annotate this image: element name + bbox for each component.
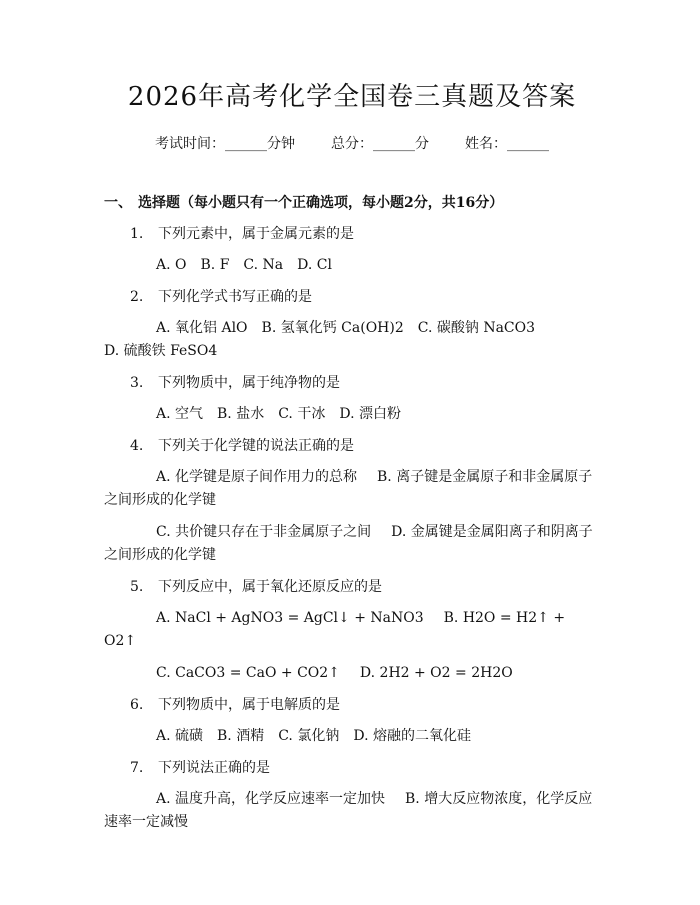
question-text: 下列化学式书写正确的是 xyxy=(158,289,312,305)
answer-option: C. 共价键只存在于非金属原子之间 xyxy=(156,524,372,540)
option-line xyxy=(104,254,600,277)
section-number: 一、 xyxy=(104,195,132,211)
total-score-label: 总分：______分 xyxy=(331,136,429,152)
answer-option: A. NaCl + AgNO3 = AgCl↓ + NaNO3 xyxy=(156,610,424,626)
option-line xyxy=(104,466,600,512)
answer-option: C. Na xyxy=(243,257,284,273)
question-number: 2. xyxy=(130,289,144,305)
question-number: 1. xyxy=(130,226,144,242)
answer-option: D. 金属键是金属阳离子和阴离子之间形成的化学键 xyxy=(104,524,593,563)
exam-info xyxy=(104,134,600,154)
answer-option: B. F xyxy=(200,257,230,273)
answer-option: A. 温度升高，化学反应速率一定加快 xyxy=(156,791,386,807)
question-number: 4. xyxy=(130,438,144,454)
name-label: 姓名：______ xyxy=(465,136,549,152)
question-number: 7. xyxy=(130,760,144,776)
answer-option: D. Cl xyxy=(297,257,332,273)
question-text: 下列元素中，属于金属元素的是 xyxy=(158,226,354,242)
answer-option: B. 氢氧化钙 Ca(OH)2 xyxy=(261,320,404,336)
answer-option: B. 离子键是金属原子和非金属原子之间形成的化学键 xyxy=(104,469,593,508)
option-line xyxy=(104,403,600,426)
answer-option: B. 酒精 xyxy=(217,728,265,744)
answer-option: B. 盐水 xyxy=(217,406,265,422)
option-line xyxy=(104,788,600,834)
question-list xyxy=(104,223,600,834)
question-stem xyxy=(104,576,600,598)
question-text: 下列说法正确的是 xyxy=(158,760,270,776)
option-line xyxy=(104,725,600,748)
question-text: 下列关于化学键的说法正确的是 xyxy=(158,438,354,454)
question-stem xyxy=(104,372,600,394)
answer-option: A. 硫磺 xyxy=(156,728,204,744)
option-line xyxy=(104,521,600,567)
section-heading xyxy=(104,192,600,214)
section-title: 选择题（每小题只有一个正确选项，每小题2分，共16分） xyxy=(138,195,504,211)
answer-option: D. 硫酸铁 FeSO4 xyxy=(104,343,218,359)
question-stem xyxy=(104,286,600,308)
answer-option: A. 氧化铝 AlO xyxy=(156,320,248,336)
answer-option: C. CaCO3 = CaO + CO2↑ xyxy=(156,665,340,681)
answer-option: C. 碳酸钠 NaCO3 xyxy=(417,320,536,336)
answer-option: B. 增大反应物浓度，化学反应速率一定减慢 xyxy=(104,791,593,830)
question-stem xyxy=(104,223,600,245)
question-number: 3. xyxy=(130,375,144,391)
question-stem xyxy=(104,435,600,457)
answer-option: D. 熔融的二氧化硅 xyxy=(353,728,471,744)
answer-option: B. H2O = H2↑ + O2↑ xyxy=(104,610,566,649)
option-line xyxy=(104,317,600,363)
question-text: 下列反应中，属于氧化还原反应的是 xyxy=(158,579,382,595)
answer-option: A. 空气 xyxy=(156,406,204,422)
question-stem xyxy=(104,757,600,779)
answer-option: A. O xyxy=(156,257,187,273)
answer-option: C. 氯化钠 xyxy=(278,728,340,744)
question-text: 下列物质中，属于电解质的是 xyxy=(158,697,340,713)
answer-option: A. 化学键是原子间作用力的总称 xyxy=(156,469,358,485)
question-number: 5. xyxy=(130,579,144,595)
answer-option: D. 漂白粉 xyxy=(339,406,401,422)
exam-time-label: 考试时间：______分钟 xyxy=(155,136,295,152)
question-stem xyxy=(104,694,600,716)
question-number: 6. xyxy=(130,697,144,713)
question-text: 下列物质中，属于纯净物的是 xyxy=(158,375,340,391)
option-line xyxy=(104,662,600,685)
answer-option: D. 2H2 + O2 = 2H2O xyxy=(359,665,513,681)
option-line xyxy=(104,607,600,653)
answer-option: C. 干冰 xyxy=(278,406,326,422)
page-title: 2026年高考化学全国卷三真题及答案 xyxy=(127,82,577,112)
